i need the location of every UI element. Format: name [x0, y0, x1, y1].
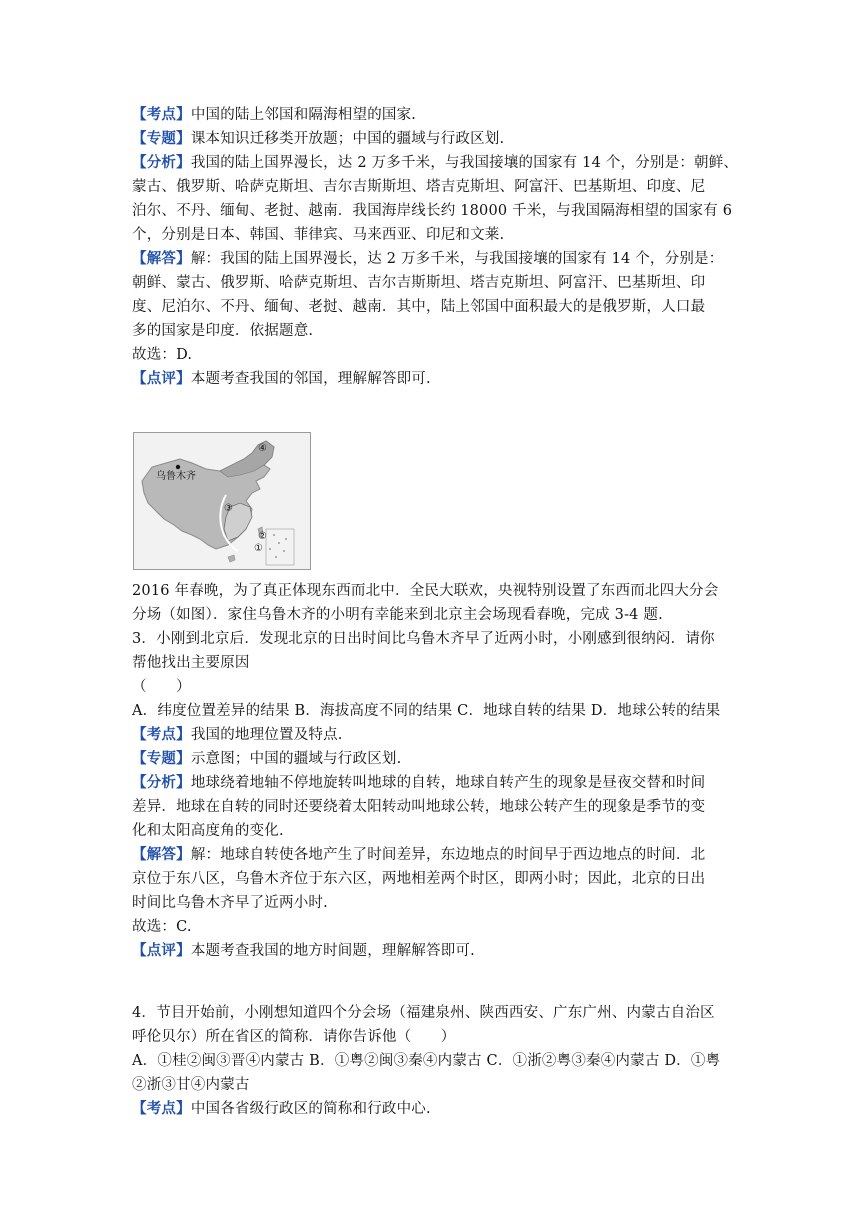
fenxi-line	[132, 152, 738, 174]
marker-4: ④	[258, 443, 267, 454]
inset-frame	[266, 529, 294, 565]
q3-fenxi-line	[132, 772, 705, 794]
fenxi-text: 我国的陆上国界漫长，达 2 万多千米，与我国接壤的国家有 14 个，分别是：朝鲜、	[190, 155, 739, 171]
dianping-text: 本题考查我国的邻国，理解解答即可.	[190, 371, 431, 387]
q4-stem-line: 呼伦贝尔）所在省区的简称．请你告诉他（ ）	[132, 1029, 456, 1045]
marker-1: ①	[254, 543, 263, 554]
kaodian-tag: 【 考点 】	[132, 1100, 191, 1117]
hainan-island	[228, 555, 235, 562]
dianping-line	[132, 368, 431, 390]
dianping-text: 本题考查我国的地方时间题，理解解答即可.	[190, 943, 475, 959]
island-dot	[278, 542, 280, 544]
q3-zhuanti-line	[132, 748, 401, 770]
island-dot	[273, 534, 275, 536]
q3-fenxi-line: 差异．地球在自转的同时还要绕着太阳转动叫地球公转，地球公转产生的现象是季节的变	[132, 799, 706, 815]
kaodian-text: 中国各省级行政区的简称和行政中心.	[190, 1101, 431, 1117]
intro-line: 分场（如图）．家住乌鲁木齐的小明有幸能来到北京主会场现看春晚，完成 3-4 题.	[132, 607, 663, 623]
q3-jieda-line: 时间比乌鲁木齐早了近两小时.	[132, 895, 328, 911]
q3-options: A．纬度位置差异的结果 B．海拔高度不同的结果 C．地球自转的结果 D．地球公转的结果	[132, 703, 721, 719]
island-dot	[275, 556, 277, 558]
q3-kaodian-line	[132, 724, 343, 746]
kaodian-text: 我国的地理位置及特点.	[190, 727, 343, 743]
kaodian-text: 中国的陆上邻国和隔海相望的国家.	[190, 107, 417, 123]
china-map-figure	[133, 432, 311, 570]
zhuanti-tag: 【 专题 】	[132, 130, 191, 147]
zhuanti-tag: 【 专题 】	[132, 750, 191, 767]
island-dot	[269, 548, 271, 550]
fenxi-tag: 【 分析 】	[132, 154, 191, 171]
fenxi-line: 蒙古、俄罗斯、哈萨克斯坦、吉尔吉斯斯坦、塔吉克斯坦、阿富汗、巴基斯坦、印度、尼	[132, 179, 706, 195]
urumqi-label: 乌鲁木齐	[156, 471, 196, 482]
fenxi-line: 泊尔、不丹、缅甸、老挝、越南．我国海岸线长约 18000 千米，与我国隔海相望的国家有 6	[132, 203, 733, 219]
q3-stem-line: 帮他找出主要原因	[132, 655, 250, 671]
marker-3: ③	[224, 503, 233, 514]
q3-stem-line: 3．小刚到北京后．发现北京的日出时间比乌鲁木齐早了近两小时，小刚感到很纳闷．请你	[132, 631, 715, 647]
urumqi-dot	[176, 465, 180, 469]
jieda-text: 解：地球自转使各地产生了时间差异，东边地点的时间早于西边地点的时间．北	[190, 847, 706, 863]
marker-2: ②	[258, 531, 267, 542]
jieda-line: 朝鲜、蒙古、俄罗斯、哈萨克斯坦、吉尔吉斯斯坦、塔吉克斯坦、阿富汗、巴基斯坦、印	[132, 275, 706, 291]
fenxi-tag: 【 分析 】	[132, 774, 191, 791]
china-map-drawing	[134, 433, 310, 569]
south-china-sea-islands	[269, 534, 287, 558]
island-dot	[285, 538, 287, 540]
fenxi-line: 个，分别是日本、韩国、菲律宾、马来西亚、印尼和文莱.	[132, 227, 505, 243]
q3-fenxi-line: 化和太阳高度角的变化.	[132, 823, 284, 839]
intro-line: 2016 年春晚，为了真正体现东西而北中．全民大联欢，央视特别设置了东西而北四大分会	[132, 583, 719, 599]
island-dot	[283, 550, 285, 552]
q4-kaodian-line	[132, 1098, 431, 1120]
q4-option-line: A．①桂②闽③晋④内蒙古 B．①粤②闽③秦④内蒙古 C．①浙②粤③秦④内蒙古 D．①粤	[132, 1053, 721, 1069]
fenxi-text: 地球绕着地轴不停地旋转叫地球的自转，地球自转产生的现象是昼夜交替和时间	[190, 775, 706, 791]
q3-dianping-line	[132, 940, 475, 962]
q3-answer: 故选：C.	[132, 919, 192, 935]
jieda-tag: 【 解答 】	[132, 250, 191, 267]
q3-jieda-line	[132, 844, 705, 866]
q4-stem-line: 4．节目开始前，小刚想知道四个分会场（福建泉州、陕西西安、广东广州、内蒙古自治区	[132, 1005, 715, 1021]
q4-option-line: ②浙③甘④内蒙古	[132, 1077, 250, 1093]
jieda-line	[132, 248, 723, 270]
zhuanti-text: 示意图；中国的疆域与行政区划.	[190, 751, 402, 767]
jieda-tag: 【 解答 】	[132, 846, 191, 863]
zhuanti-text: 课本知识迁移类开放题；中国的疆域与行政区划.	[190, 131, 505, 147]
kaodian-line	[132, 104, 416, 126]
zhuanti-line	[132, 128, 504, 150]
kaodian-tag: 【 考点 】	[132, 726, 191, 743]
dianping-tag: 【 点评 】	[132, 370, 191, 387]
jieda-line: 多的国家是印度．依据题意.	[132, 323, 314, 339]
q3-jieda-line: 京位于东八区，乌鲁木齐位于东六区，两地相差两个时区，即两小时；因此，北京的日出	[132, 871, 706, 887]
kaodian-tag: 【 考点 】	[132, 106, 191, 123]
q3-blank: （ ）	[132, 679, 191, 695]
jieda-text: 解：我国的陆上国界漫长，达 2 万多千米，与我国接壤的国家有 14 个，分别是：	[190, 251, 724, 267]
jieda-line: 度、尼泊尔、不丹、缅甸、老挝、越南．其中，陆上邻国中面积最大的是俄罗斯，人口最	[132, 299, 706, 315]
dianping-tag: 【 点评 】	[132, 942, 191, 959]
answer-line: 故选：D.	[132, 347, 193, 363]
